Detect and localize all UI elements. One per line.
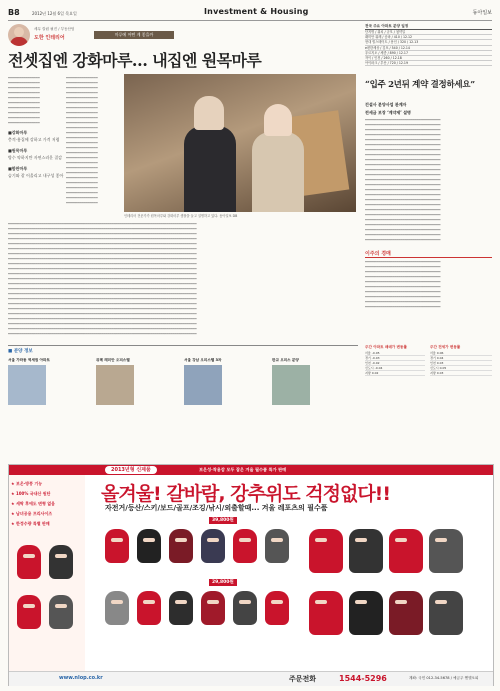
section-title: Investment & Housing (204, 7, 309, 16)
ad-feature: ★ 한정수량 특별 판매 (11, 521, 50, 526)
mask-product (265, 529, 289, 563)
mask-product (105, 529, 129, 563)
photo-caption: 인테리어 전문가가 원목마루와 강화마루 샘플을 들고 설명하고 있다. 동아일보 DB (124, 214, 238, 218)
advertisement (8, 464, 494, 686)
mask-product (429, 529, 463, 573)
ad-feature: ★ 남녀공용 프리사이즈 (11, 511, 53, 516)
person-right-head (264, 104, 292, 136)
listing-item (8, 358, 90, 452)
columnist-box (8, 24, 184, 46)
mask-product (429, 591, 463, 635)
table-row: 인천 -0.02 (365, 361, 425, 366)
schedule-table (365, 24, 492, 70)
mask-product (201, 591, 225, 625)
listing-title: 판교 오피스 분양 (272, 358, 299, 362)
table-row: 지방 0.02 (365, 371, 425, 376)
strip-title: ■ 분양 정보 (8, 349, 33, 354)
person-left-head (194, 96, 224, 130)
mask-product (17, 545, 41, 579)
table-row: 단지명 / 위치 / 규모 / 청약일 (365, 30, 492, 35)
ad-band-text: 보온성·착용감 모두 잡은 겨울 필수품 특가 판매 (199, 467, 287, 472)
ad-phone-label: 주문전화 (289, 675, 317, 683)
listing-title: 위례 래미안 오피스텔 (96, 358, 130, 362)
columnist-avatar (8, 24, 30, 46)
mask-product (349, 591, 383, 635)
price-change-table-1 (365, 345, 425, 376)
interview-headline: “입주 2년뒤 계약 결정하세요” (365, 80, 475, 90)
table-row: 서울 -0.05 (365, 351, 425, 356)
issue-date: 2012년 12월 6일 목요일 (32, 11, 77, 16)
columnist-name: 도한 인테리어 (34, 35, 65, 41)
market-title: 이주의 경매 (365, 250, 492, 258)
ad-sale-badge: 2013년형 신제품 (105, 466, 157, 474)
mask-product (349, 529, 383, 573)
listing-image (96, 365, 134, 405)
listing-image (8, 365, 46, 405)
market-body: ━━━━━━━━━━━━━━━━━━━━━━━━━━━━━━━━━━━━━━ ━━━━━━━━━━━━━━━━━━━━━━━━━━━━━━━━━━━━━━ ━━━━━━━━━━━━━━━━━━━━━━━━━━━━━━━━━━━━━━ ━━━━━━━━━━━━━━━━━━━━━━━━━━━━━━━━━━━━━━ ━━━━━━━━━━━━━━━━━━━━━━━━━━━━━━━━━━━━━━ ━━━━━━━━━━━━━━━━━━━━━━━━━━━━━━━━━━━━━━ ━━━━━━━━━━━━━━━━━━━━━━━━━━━━━━━━━━━━━━ ━━━━━━━━━━━━━━━━━━━━━━━━━━━━━━━━━━━━━━ ━━━━━━━━━━━━━━━━━━━━━━━━━━━━━━━━━━━━━━ ━━━━━━━━━━━━━━━━━━━━━━━━━━━━━━━━━━━━━━ (365, 260, 441, 309)
columnist-affiliation: 세무 칼럼 필진 / 부동산팀 (34, 27, 75, 31)
mask-product (233, 591, 257, 625)
ad-headline: 올겨울! 갈바람, 강추위도 걱정없다!! (101, 483, 391, 505)
table-row: 인천 0.03 (430, 361, 492, 366)
subhead-solidwood-note: 방수 약하지만 자연스러운 질감 (8, 155, 63, 160)
mask-product (265, 591, 289, 625)
table-row: 래미안 위례 / 송파 / 410 / 12.12 (365, 35, 492, 40)
ad-phone-number[interactable]: 1544-5296 (339, 674, 387, 683)
listing-item (272, 358, 354, 452)
listing-strip (8, 345, 358, 454)
mask-product (17, 595, 41, 629)
subhead-solidwood: ■원목마루 (8, 148, 28, 153)
mask-product (389, 591, 423, 635)
subhead-laminate-note: 충격·흠집에 강하고 가격 저렴 (8, 137, 60, 142)
ad-top-band (9, 465, 493, 475)
listing-title: 서울 강남 오피스텔 3차 (184, 358, 222, 362)
mask-product (169, 529, 193, 563)
ad-feature: ★ 보온·방풍 기능 (11, 481, 43, 486)
person-left-body (184, 126, 236, 212)
mask-product (309, 529, 343, 573)
article-photo (124, 74, 356, 212)
schedule-table-title: 전국 주요 아파트 분양 일정 (365, 24, 492, 30)
table-row: e편한세상 / 김포 / 540 / 12.14 (365, 46, 492, 51)
ad-website-link[interactable]: www.nlop.co.kr (59, 675, 103, 681)
mask-product (169, 591, 193, 625)
interview-subhead-2: 전세금 보장 ‘계약제’ 설명 (365, 110, 411, 115)
mask-product (49, 545, 73, 579)
price-badge: 39,800원 (209, 517, 237, 524)
ad-subline: 자전거/등산/스키/보드/골프/조깅/낚시/외출할때... 겨울 레포츠의 필수품 (105, 504, 328, 512)
subhead-plywood: ■합판마루 (8, 166, 28, 171)
ad-feature: ★ 세탁 후에도 변형 없음 (11, 501, 55, 506)
article-body-col1: ━━━━━━━━━━━━━━━━ ━━━━━━━━━━━━━━━━ ━━━━━━━━━━━━━━━━ ━━━━━━━━━━━━━━━━ ━━━━━━━━━━━━━━━━ ━━━━━━━━━━━━━━━━ ━━━━━━━━━━━━━━━━ ━━━━━━━━━━━━━━━━ ━━━━━━━━━━━━━━━━ ━━━━━━━━━━━━━━━━ (8, 76, 40, 125)
listing-item (184, 358, 266, 452)
article-body-col2: ━━━━━━━━━━━━━━━━ ━━━━━━━━━━━━━━━━ ━━━━━━━━━━━━━━━━ ━━━━━━━━━━━━━━━━ ━━━━━━━━━━━━━━━━ ━━━━━━━━━━━━━━━━ ━━━━━━━━━━━━━━━━ ━━━━━━━━━━━━━━━━ ━━━━━━━━━━━━━━━━ ━━━━━━━━━━━━━━━━ ━━━━━━━━━━━━━━━━ ━━━━━━━━━━━━━━━━ ━━━━━━━━━━━━━━━━ ━━━━━━━━━━━━━━━━ ━━━━━━━━━━━━━━━━ ━━━━━━━━━━━━━━━━ ━━━━━━━━━━━━━━━━ ━━━━━━━━━━━━━━━━ ━━━━━━━━━━━━━━━━ ━━━━━━━━━━━━━━━━ ━━━━━━━━━━━━━━━━ ━━━━━━━━━━━━━━━━ ━━━━━━━━━━━━━━━━ ━━━━━━━━━━━━━━━━ ━━━━━━━━━━━━━━━━ ━━━━━━━━━━━━━━━━ (66, 76, 98, 205)
interview-subhead: 건설사 분양사업 관계자 (365, 102, 407, 107)
page-number: B8 (8, 8, 20, 17)
newspaper-name: 동아일보 (472, 10, 492, 16)
mask-product (309, 591, 343, 635)
table-row: 자이 / 인천 / 260 / 12.18 (365, 56, 492, 61)
table-row: 서울 0.06 (430, 351, 492, 356)
mask-product (137, 529, 161, 563)
ad-feature: ★ 100% 국내산 원단 (11, 491, 51, 496)
listing-item (96, 358, 178, 452)
mask-product (389, 529, 423, 573)
mask-product (233, 529, 257, 563)
ad-footer (9, 671, 493, 686)
mask-product (105, 591, 129, 625)
table-title: 주간 아파트 매매가 변동률 (365, 345, 407, 349)
table-row: 경기 0.04 (430, 356, 492, 361)
listing-image (184, 365, 222, 405)
mask-product (137, 591, 161, 625)
ad-feature-list (9, 475, 85, 671)
market-section (365, 250, 492, 330)
table-row: 신도시 0.05 (430, 366, 492, 371)
mask-product (201, 529, 225, 563)
table-title: 주간 전세가 변동률 (430, 345, 461, 349)
table-row: 아이파크 / 부산 / 720 / 12.19 (365, 61, 492, 66)
price-change-table-2 (430, 345, 492, 376)
table-row: 경기 -0.03 (365, 356, 425, 361)
article-body-col3: ━━━━━━━━━━━━━━━━━━━━━━━━━━━━━━━━━━━━━━━━━━━━━━━━━━━━━━━━━━━━━━━━━━━━━━━━━━━━━━━━━━━━━━━━━━━━━━━ ━━━━━━━━━━━━━━━━━━━━━━━━━━━━━━━━━━━━━━━━━━━━━━━━━━━━━━━━━━━━━━━━━━━━━━━━━━━━━━━━━━━━━━━━━━━━━━━ ━━━━━━━━━━━━━━━━━━━━━━━━━━━━━━━━━━━━━━━━━━━━━━━━━━━━━━━━━━━━━━━━━━━━━━━━━━━━━━━━━━━━━━━━━━━━━━━ ━━━━━━━━━━━━━━━━━━━━━━━━━━━━━━━━━━━━━━━━━━━━━━━━━━━━━━━━━━━━━━━━━━━━━━━━━━━━━━━━━━━━━━━━━━━━━━━ ━━━━━━━━━━━━━━━━━━━━━━━━━━━━━━━━━━━━━━━━━━━━━━━━━━━━━━━━━━━━━━━━━━━━━━━━━━━━━━━━━━━━━━━━━━━━━━━ ━━━━━━━━━━━━━━━━━━━━━━━━━━━━━━━━━━━━━━━━━━━━━━━━━━━━━━━━━━━━━━━━━━━━━━━━━━━━━━━━━━━━━━━━━━━━━━━ ━━━━━━━━━━━━━━━━━━━━━━━━━━━━━━━━━━━━━━━━━━━━━━━━━━━━━━━━━━━━━━━━━━━━━━━━━━━━━━━━━━━━━━━━━━━━━━━ ━━━━━━━━━━━━━━━━━━━━━━━━━━━━━━━━━━━━━━━━━━━━━━━━━━━━━━━━━━━━━━━━━━━━━━━━━━━━━━━━━━━━━━━━━━━━━━━ ━━━━━━━━━━━━━━━━━━━━━━━━━━━━━━━━━━━━━━━━━━━━━━━━━━━━━━━━━━━━━━━━━━━━━━━━━━━━━━━━━━━━━━━━━━━━━━━ ━━━━━━━━━━━━━━━━━━━━━━━━━━━━━━━━━━━━━━━━━━━━━━━━━━━━━━━━━━━━━━━━━━━━━━━━━━━━━━━━━━━━━━━━━━━━━━━ ━━━━━━━━━━━━━━━━━━━━━━━━━━━━━━━━━━━━━━━━━━━━━━━━━━━━━━━━━━━━━━━━━━━━━━━━━━━━━━━━━━━━━━━━━━━━━━━ ━━━━━━━━━━━━━━━━━━━━━━━━━━━━━━━━━━━━━━━━━━━━━━━━━━━━━━━━━━━━━━━━━━━━━━━━━━━━━━━━━━━━━━━━━━━━━━━ ━━━━━━━━━━━━━━━━━━━━━━━━━━━━━━━━━━━━━━━━━━━━━━━━━━━━━━━━━━━━━━━━━━━━━━━━━━━━━━━━━━━━━━━━━━━━━━━ ━━━━━━━━━━━━━━━━━━━━━━━━━━━━━━━━━━━━━━━━━━━━━━━━━━━━━━━━━━━━━━━━━━━━━━━━━━━━━━━━━━━━━━━━━━━━━━━ ━━━━━━━━━━━━━━━━━━━━━━━━━━━━━━━━━━━━━━━━━━━━━━━━━━━━━━━━━━━━━━━━━━━━━━━━━━━━━━━━━━━━━━━━━━━━━━━ ━━━━━━━━━━━━━━━━━━━━━━━━━━━━━━━━━━━━━━━━━━━━━━━━━━━━━━━━━━━━━━━━━━━━━━━━━━━━━━━━━━━━━━━━━━━━━━━ ━━━━━━━━━━━━━━━━━━━━━━━━━━━━━━━━━━━━━━━━━━━━━━━━━━━━━━━━━━━━━━━━━━━━━━━━━━━━━━━━━━━━━━━━━━━━━━━ ━━━━━━━━━━━━━━━━━━━━━━━━━━━━━━━━━━━━━━━━━━━━━━━━━━━━━━━━━━━━━━━━━━━━━━━━━━━━━━━━━━━━━━━━━━━━━━━ ━━━━━━━━━━━━━━━━━━━━━━━━━━━━━━━━━━━━━━━━━━━━━━━━━━━━━━━━━━━━━━━━━━━━━━━━━━━━━━━━━━━━━━━━━━━━━━━ ━━━━━━━━━━━━━━━━━━━━━━━━━━━━━━━━━━━━━━━━━━━━━━━━━━━━━━━━━━━━━━━━━━━━━━━━━━━━━━━━━━━━━━━━━━━━━━━ ━━━━━━━━━━━━━━━━━━━━━━━━━━━━━━━━━━━━━━━━━━━━━━━━━━━━━━━━━━━━━━━━━━━━━━━━━━━━━━━━━━━━━━━━━━━━━━━ ━━━━━━━━━━━━━━━━━━━━━━━━━━━━━━━━━━━━━━━━━━━━━━━━━━━━━━━━━━━━━━━━━━━━━━━━━━━━━━━━━━━━━━━━━━━━━━━ ━━━━━━━━━━━━━━━━━━━━━━━━━━━━━━━━━━━━━━━━━━━━━━━━━━━━━━━━━━━━━━━━━━━━━━━━━━━━━━━━━━━━━━━━━━━━━━━ (8, 222, 197, 336)
main-headline: 전셋집엔 강화마루… 내집엔 원목마루 (8, 51, 262, 70)
subhead-plywood-note: 습기와 잘 어울리고 내구성 좋아 (8, 173, 64, 178)
price-badge: 29,800원 (209, 579, 237, 586)
ad-account-info: 계좌: 국민 012-34-5678 / 예금주 엔엘오피 (409, 676, 479, 680)
table-row: 현대 힐스테이트 / 용인 / 320 / 12.13 (365, 40, 492, 45)
table-row: 지방 0.03 (430, 371, 492, 376)
mask-product (49, 595, 73, 629)
interview-body: ━━━━━━━━━━━━━━━━━━━━━━━━━━━━━━━━━━━━━━ ━━━━━━━━━━━━━━━━━━━━━━━━━━━━━━━━━━━━━━ ━━━━━━━━━━━━━━━━━━━━━━━━━━━━━━━━━━━━━━ ━━━━━━━━━━━━━━━━━━━━━━━━━━━━━━━━━━━━━━ ━━━━━━━━━━━━━━━━━━━━━━━━━━━━━━━━━━━━━━ ━━━━━━━━━━━━━━━━━━━━━━━━━━━━━━━━━━━━━━ ━━━━━━━━━━━━━━━━━━━━━━━━━━━━━━━━━━━━━━ ━━━━━━━━━━━━━━━━━━━━━━━━━━━━━━━━━━━━━━ ━━━━━━━━━━━━━━━━━━━━━━━━━━━━━━━━━━━━━━ ━━━━━━━━━━━━━━━━━━━━━━━━━━━━━━━━━━━━━━ ━━━━━━━━━━━━━━━━━━━━━━━━━━━━━━━━━━━━━━ ━━━━━━━━━━━━━━━━━━━━━━━━━━━━━━━━━━━━━━ ━━━━━━━━━━━━━━━━━━━━━━━━━━━━━━━━━━━━━━ ━━━━━━━━━━━━━━━━━━━━━━━━━━━━━━━━━━━━━━ ━━━━━━━━━━━━━━━━━━━━━━━━━━━━━━━━━━━━━━ ━━━━━━━━━━━━━━━━━━━━━━━━━━━━━━━━━━━━━━ ━━━━━━━━━━━━━━━━━━━━━━━━━━━━━━━━━━━━━━ ━━━━━━━━━━━━━━━━━━━━━━━━━━━━━━━━━━━━━━ ━━━━━━━━━━━━━━━━━━━━━━━━━━━━━━━━━━━━━━ ━━━━━━━━━━━━━━━━━━━━━━━━━━━━━━━━━━━━━━ ━━━━━━━━━━━━━━━━━━━━━━━━━━━━━━━━━━━━━━ ━━━━━━━━━━━━━━━━━━━━━━━━━━━━━━━━━━━━━━ ━━━━━━━━━━━━━━━━━━━━━━━━━━━━━━━━━━━━━━ ━━━━━━━━━━━━━━━━━━━━━━━━━━━━━━━━━━━━━━ ━━━━━━━━━━━━━━━━━━━━━━━━━━━━━━━━━━━━━━ (365, 118, 441, 242)
subhead-laminate: ■강화마루 (8, 130, 28, 135)
table-row: 푸르지오 / 세종 / 890 / 12.17 (365, 51, 492, 56)
table-row: 신도시 -0.04 (365, 366, 425, 371)
listing-image (272, 365, 310, 405)
person-right-body (252, 132, 304, 212)
column-tag: 마루에 어떤 게 좋을까 (94, 31, 174, 39)
listing-title: 서울 가좌동 역세권 아파트 (8, 358, 50, 362)
page-header (8, 6, 492, 21)
